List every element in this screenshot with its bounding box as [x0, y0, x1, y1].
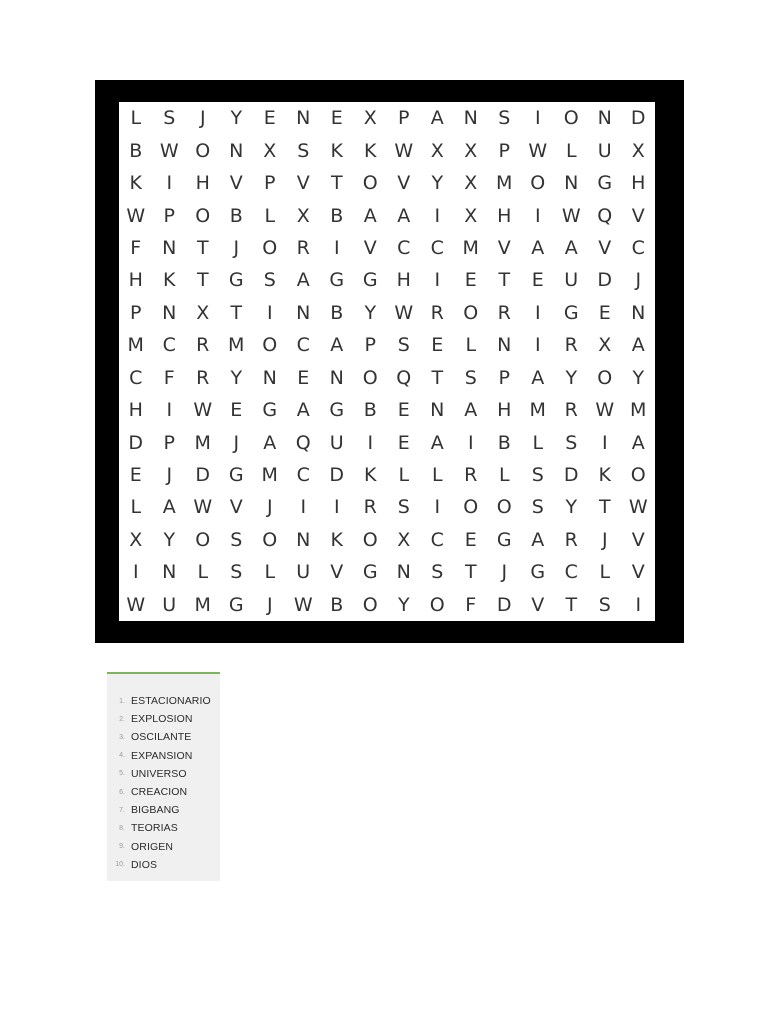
- grid-letter-cell[interactable]: W: [126, 204, 146, 227]
- grid-letter-cell[interactable]: J: [166, 464, 173, 487]
- grid-letter-cell[interactable]: K: [330, 528, 343, 551]
- word-list-item: [107, 728, 220, 746]
- grid-letter-cell[interactable]: O: [362, 172, 378, 195]
- grid-letter-cell[interactable]: S: [431, 561, 444, 584]
- grid-letter-cell[interactable]: B: [330, 593, 344, 616]
- word-list-word: EXPANSION: [131, 749, 193, 762]
- grid-letter-cell[interactable]: M: [261, 464, 278, 487]
- grid-letter-cell[interactable]: X: [464, 172, 478, 195]
- grid-letter-cell[interactable]: L: [565, 139, 577, 162]
- grid-letter-cell[interactable]: F: [163, 366, 175, 389]
- grid-letter-cell[interactable]: M: [496, 172, 513, 195]
- grid-letter-cell[interactable]: L: [431, 464, 443, 487]
- grid-letter-cell[interactable]: Q: [597, 204, 613, 227]
- grid-letter-cell[interactable]: E: [330, 107, 343, 130]
- grid-letter-cell[interactable]: X: [263, 139, 277, 162]
- grid-letter-cell[interactable]: C: [430, 528, 444, 551]
- grid-letter-cell[interactable]: A: [363, 204, 377, 227]
- grid-letter-cell[interactable]: M: [228, 334, 245, 357]
- word-list-item: [107, 856, 220, 874]
- grid-letter-cell[interactable]: C: [430, 236, 444, 259]
- grid-letter-cell[interactable]: S: [531, 464, 544, 487]
- grid-letter-cell[interactable]: H: [128, 269, 143, 292]
- grid-letter-cell[interactable]: M: [194, 593, 211, 616]
- grid-letter-cell[interactable]: O: [195, 139, 211, 162]
- grid-letter-cell[interactable]: A: [531, 528, 545, 551]
- grid-letter-cell[interactable]: Y: [163, 528, 176, 551]
- grid-letter-cell[interactable]: B: [363, 399, 377, 422]
- grid-letter-cell[interactable]: I: [467, 431, 474, 454]
- grid-letter-cell[interactable]: S: [230, 561, 243, 584]
- grid-letter-cell[interactable]: I: [333, 236, 340, 259]
- grid-letter-cell[interactable]: E: [464, 528, 477, 551]
- grid-letter-cell[interactable]: R: [430, 301, 444, 324]
- grid-letter-cell[interactable]: V: [397, 172, 411, 195]
- grid-letter-cell[interactable]: W: [394, 139, 414, 162]
- grid-letter-cell[interactable]: T: [565, 593, 578, 616]
- word-list-number: 8.: [119, 824, 125, 832]
- word-list-number: 1.: [119, 697, 125, 705]
- grid-letter-cell[interactable]: G: [362, 269, 378, 292]
- grid-letter-cell[interactable]: S: [263, 269, 276, 292]
- grid-letter-cell[interactable]: T: [196, 269, 209, 292]
- grid-letter-cell[interactable]: E: [129, 464, 142, 487]
- grid-letter-cell[interactable]: L: [264, 561, 276, 584]
- grid-letter-cell[interactable]: C: [162, 334, 176, 357]
- grid-letter-cell[interactable]: I: [367, 431, 374, 454]
- grid-letter-cell[interactable]: D: [496, 593, 512, 616]
- grid-letter-cell[interactable]: E: [397, 399, 410, 422]
- grid-letter-cell[interactable]: X: [363, 107, 377, 130]
- grid-letter-cell[interactable]: Y: [364, 301, 377, 324]
- grid-letter-cell[interactable]: X: [464, 139, 478, 162]
- grid-letter-cell[interactable]: A: [464, 399, 478, 422]
- grid-letter-cell[interactable]: A: [564, 236, 578, 259]
- grid-letter-cell[interactable]: I: [534, 204, 541, 227]
- grid-letter-cell[interactable]: J: [266, 496, 273, 519]
- grid-letter-cell[interactable]: K: [598, 464, 611, 487]
- grid-letter-cell[interactable]: O: [429, 593, 445, 616]
- grid-letter-cell[interactable]: A: [631, 334, 645, 357]
- grid-letter-cell[interactable]: J: [266, 593, 273, 616]
- grid-letter-cell[interactable]: C: [129, 366, 143, 389]
- grid-letter-cell[interactable]: V: [497, 236, 511, 259]
- grid-letter-cell[interactable]: O: [362, 593, 378, 616]
- grid-letter-cell[interactable]: G: [597, 172, 613, 195]
- grid-letter-cell[interactable]: O: [496, 496, 512, 519]
- grid-letter-cell[interactable]: A: [430, 431, 444, 454]
- grid-letter-cell[interactable]: C: [631, 236, 645, 259]
- grid-letter-cell[interactable]: M: [529, 399, 546, 422]
- grid-letter-cell[interactable]: A: [531, 236, 545, 259]
- grid-letter-cell[interactable]: J: [635, 269, 642, 292]
- grid-letter-cell[interactable]: Y: [565, 366, 578, 389]
- grid-letter-cell[interactable]: M: [630, 399, 647, 422]
- grid-letter-cell[interactable]: S: [531, 496, 544, 519]
- grid-letter-cell[interactable]: E: [598, 301, 611, 324]
- grid-letter-cell[interactable]: C: [397, 236, 411, 259]
- grid-letter-cell[interactable]: O: [630, 464, 646, 487]
- grid-letter-cell[interactable]: H: [497, 204, 512, 227]
- grid-letter-cell[interactable]: U: [329, 431, 344, 454]
- grid-letter-cell[interactable]: N: [597, 107, 612, 130]
- grid-letter-cell[interactable]: H: [128, 399, 143, 422]
- grid-letter-cell[interactable]: I: [434, 496, 441, 519]
- grid-letter-cell[interactable]: N: [296, 107, 311, 130]
- grid-letter-cell[interactable]: H: [631, 172, 646, 195]
- grid-letter-cell[interactable]: I: [166, 172, 173, 195]
- grid-letter-cell[interactable]: P: [498, 366, 510, 389]
- grid-letter-cell[interactable]: K: [129, 172, 142, 195]
- grid-letter-cell[interactable]: N: [162, 561, 177, 584]
- grid-letter-cell[interactable]: G: [228, 269, 244, 292]
- grid-letter-cell[interactable]: P: [130, 301, 142, 324]
- grid-letter-cell[interactable]: D: [329, 464, 345, 487]
- grid-letter-cell[interactable]: L: [599, 561, 611, 584]
- grid-letter-cell[interactable]: N: [162, 236, 177, 259]
- word-list-word: EXPLOSION: [131, 713, 193, 726]
- grid-letter-cell[interactable]: R: [296, 236, 310, 259]
- grid-letter-cell[interactable]: S: [565, 431, 578, 454]
- grid-letter-cell[interactable]: J: [199, 107, 206, 130]
- grid-letter-cell[interactable]: N: [631, 301, 646, 324]
- grid-letter-cell[interactable]: O: [195, 528, 211, 551]
- grid-letter-cell[interactable]: W: [595, 399, 615, 422]
- grid-letter-cell[interactable]: V: [598, 236, 612, 259]
- grid-letter-cell[interactable]: A: [330, 334, 344, 357]
- grid-letter-cell[interactable]: L: [130, 496, 142, 519]
- grid-letter-cell[interactable]: G: [563, 301, 579, 324]
- grid-letter-cell[interactable]: W: [394, 301, 414, 324]
- grid-letter-cell[interactable]: V: [229, 496, 243, 519]
- grid-letter-cell[interactable]: B: [129, 139, 143, 162]
- grid-letter-cell[interactable]: N: [296, 528, 311, 551]
- grid-letter-cell[interactable]: Y: [230, 107, 243, 130]
- grid-letter-cell[interactable]: W: [628, 496, 648, 519]
- grid-letter-cell[interactable]: C: [296, 464, 310, 487]
- grid-letter-cell[interactable]: E: [397, 431, 410, 454]
- grid-letter-cell[interactable]: A: [296, 399, 310, 422]
- grid-letter-cell[interactable]: R: [564, 528, 578, 551]
- grid-letter-cell[interactable]: Y: [632, 366, 645, 389]
- word-list-item: [107, 819, 220, 837]
- grid-letter-cell[interactable]: L: [532, 431, 544, 454]
- grid-letter-cell[interactable]: S: [498, 107, 511, 130]
- grid-letter-cell[interactable]: I: [132, 561, 139, 584]
- grid-letter-cell[interactable]: D: [195, 464, 211, 487]
- word-list-item: [107, 692, 220, 710]
- grid-letter-cell[interactable]: P: [364, 334, 376, 357]
- grid-letter-cell[interactable]: X: [631, 139, 645, 162]
- grid-letter-cell[interactable]: O: [597, 366, 613, 389]
- grid-letter-cell[interactable]: P: [398, 107, 410, 130]
- grid-letter-cell[interactable]: G: [530, 561, 546, 584]
- word-list-word: ESTACIONARIO: [131, 695, 211, 708]
- grid-letter-cell[interactable]: O: [530, 172, 546, 195]
- grid-letter-cell[interactable]: N: [262, 366, 277, 389]
- grid-letter-cell[interactable]: H: [195, 172, 210, 195]
- grid-letter-cell[interactable]: R: [196, 366, 210, 389]
- word-list-word: ORIGEN: [131, 840, 174, 853]
- grid-letter-cell[interactable]: W: [561, 204, 581, 227]
- grid-letter-cell[interactable]: S: [397, 496, 410, 519]
- word-list-item: [107, 838, 220, 856]
- grid-letter-cell[interactable]: E: [464, 269, 477, 292]
- grid-letter-cell[interactable]: O: [563, 107, 579, 130]
- grid-letter-cell[interactable]: L: [465, 334, 477, 357]
- word-list-number: 2.: [119, 715, 125, 723]
- grid-letter-cell[interactable]: G: [228, 593, 244, 616]
- grid-letter-cell[interactable]: R: [564, 334, 578, 357]
- grid-letter-cell[interactable]: E: [263, 107, 276, 130]
- grid-letter-cell[interactable]: Y: [230, 366, 243, 389]
- grid-letter-cell[interactable]: P: [264, 172, 276, 195]
- word-list-word: UNIVERSO: [131, 767, 187, 780]
- grid-letter-cell[interactable]: J: [233, 236, 240, 259]
- grid-letter-cell[interactable]: G: [329, 399, 345, 422]
- word-list-number: 3.: [119, 733, 125, 741]
- grid-letter-cell[interactable]: N: [229, 139, 244, 162]
- grid-letter-cell[interactable]: R: [564, 399, 578, 422]
- grid-letter-cell[interactable]: V: [296, 172, 310, 195]
- grid-letter-cell[interactable]: W: [126, 593, 146, 616]
- grid-letter-cell[interactable]: K: [330, 139, 343, 162]
- grid-letter-cell[interactable]: T: [464, 561, 477, 584]
- grid-letter-cell[interactable]: I: [434, 204, 441, 227]
- word-list-word: BIGBANG: [131, 804, 180, 817]
- grid-letter-cell[interactable]: J: [233, 431, 240, 454]
- grid-letter-cell[interactable]: A: [296, 269, 310, 292]
- grid-letter-cell[interactable]: U: [597, 139, 612, 162]
- grid-letter-cell[interactable]: P: [163, 431, 175, 454]
- grid-letter-cell[interactable]: X: [430, 139, 444, 162]
- word-list-item: [107, 710, 220, 728]
- grid-letter-cell[interactable]: R: [497, 301, 511, 324]
- grid-letter-cell[interactable]: K: [364, 139, 377, 162]
- grid-letter-cell[interactable]: T: [196, 236, 209, 259]
- grid-letter-cell[interactable]: A: [531, 366, 545, 389]
- word-list: [107, 692, 220, 874]
- grid-letter-cell[interactable]: X: [464, 204, 478, 227]
- grid-letter-cell[interactable]: B: [330, 204, 344, 227]
- grid-letter-cell[interactable]: R: [196, 334, 210, 357]
- grid-letter-cell[interactable]: N: [430, 399, 445, 422]
- grid-letter-cell[interactable]: I: [601, 431, 608, 454]
- grid-letter-cell[interactable]: M: [127, 334, 144, 357]
- grid-letter-cell[interactable]: P: [498, 139, 510, 162]
- word-list-number: 10.: [115, 861, 125, 869]
- grid-letter-cell[interactable]: K: [364, 464, 377, 487]
- grid-letter-cell[interactable]: B: [330, 301, 344, 324]
- grid-letter-cell[interactable]: W: [193, 399, 213, 422]
- grid-letter-cell[interactable]: N: [296, 301, 311, 324]
- word-search-frame: [95, 80, 684, 643]
- grid-letter-cell[interactable]: T: [431, 366, 444, 389]
- grid-letter-cell[interactable]: A: [162, 496, 176, 519]
- word-list-number: 4.: [119, 752, 125, 760]
- word-list-panel: [107, 672, 220, 881]
- grid-letter-cell[interactable]: O: [262, 236, 278, 259]
- grid-letter-cell[interactable]: E: [531, 269, 544, 292]
- grid-letter-cell[interactable]: L: [197, 561, 209, 584]
- grid-letter-cell[interactable]: S: [163, 107, 176, 130]
- word-list-item: [107, 801, 220, 819]
- grid-letter-cell[interactable]: O: [262, 528, 278, 551]
- grid-letter-cell[interactable]: N: [497, 334, 512, 357]
- grid-letter-cell[interactable]: W: [293, 593, 313, 616]
- grid-letter-cell[interactable]: I: [166, 399, 173, 422]
- grid-letter-cell[interactable]: T: [230, 301, 243, 324]
- grid-letter-cell[interactable]: N: [463, 107, 478, 130]
- grid-letter-cell[interactable]: J: [601, 528, 608, 551]
- word-list-number: 5.: [119, 770, 125, 778]
- grid-letter-cell[interactable]: A: [631, 431, 645, 454]
- grid-letter-cell[interactable]: C: [296, 334, 310, 357]
- word-list-item: [107, 783, 220, 801]
- grid-letter-cell[interactable]: I: [434, 269, 441, 292]
- grid-letter-cell[interactable]: F: [130, 236, 142, 259]
- grid-letter-cell[interactable]: N: [396, 561, 411, 584]
- word-list-number: 6.: [119, 788, 125, 796]
- grid-letter-cell[interactable]: O: [262, 334, 278, 357]
- grid-letter-cell[interactable]: A: [263, 431, 277, 454]
- grid-letter-cell[interactable]: D: [563, 464, 579, 487]
- grid-letter-cell[interactable]: J: [501, 561, 508, 584]
- grid-letter-cell[interactable]: T: [598, 496, 611, 519]
- grid-letter-cell[interactable]: Y: [397, 593, 410, 616]
- grid-letter-cell[interactable]: Y: [431, 172, 444, 195]
- grid-letter-cell[interactable]: W: [528, 139, 548, 162]
- grid-letter-cell[interactable]: P: [163, 204, 175, 227]
- grid-letter-cell[interactable]: N: [329, 366, 344, 389]
- grid-letter-cell[interactable]: H: [497, 399, 512, 422]
- grid-letter-cell[interactable]: Y: [565, 496, 578, 519]
- grid-letter-cell[interactable]: D: [630, 107, 646, 130]
- grid-letter-cell[interactable]: B: [229, 204, 243, 227]
- word-list-word: CREACION: [131, 786, 188, 799]
- grid-letter-cell[interactable]: G: [329, 269, 345, 292]
- grid-letter-cell[interactable]: S: [598, 593, 611, 616]
- grid-letter-cell[interactable]: E: [297, 366, 310, 389]
- grid-letter-cell[interactable]: O: [463, 496, 479, 519]
- grid-letter-cell[interactable]: S: [297, 139, 310, 162]
- grid-letter-cell[interactable]: I: [300, 496, 307, 519]
- grid-letter-cell[interactable]: E: [230, 399, 243, 422]
- grid-letter-cell[interactable]: G: [228, 464, 244, 487]
- grid-letter-cell[interactable]: X: [397, 528, 411, 551]
- grid-letter-cell[interactable]: U: [162, 593, 177, 616]
- grid-letter-cell[interactable]: V: [229, 172, 243, 195]
- grid-letter-cell[interactable]: L: [498, 464, 510, 487]
- grid-letter-cell[interactable]: O: [362, 366, 378, 389]
- word-list-number: 9.: [119, 843, 125, 851]
- grid-letter-cell[interactable]: O: [195, 204, 211, 227]
- grid-letter-cell[interactable]: V: [631, 528, 645, 551]
- word-list-item: [107, 765, 220, 783]
- grid-letter-cell[interactable]: F: [465, 593, 477, 616]
- grid-letter-cell[interactable]: T: [330, 172, 343, 195]
- grid-letter-cell[interactable]: R: [464, 464, 478, 487]
- grid-letter-cell[interactable]: X: [296, 204, 310, 227]
- grid-letter-cell[interactable]: L: [398, 464, 410, 487]
- word-list-word: DIOS: [131, 858, 158, 871]
- grid-letter-cell[interactable]: S: [464, 366, 477, 389]
- grid-letter-cell[interactable]: H: [396, 269, 411, 292]
- grid-letter-cell[interactable]: O: [463, 301, 479, 324]
- grid-letter-cell[interactable]: I: [635, 593, 642, 616]
- grid-letter-cell[interactable]: U: [296, 561, 311, 584]
- grid-letter-cell[interactable]: U: [564, 269, 579, 292]
- word-search-grid: [119, 102, 655, 621]
- grid-letter-cell[interactable]: K: [163, 269, 176, 292]
- grid-letter-cell[interactable]: V: [531, 593, 545, 616]
- grid-letter-cell[interactable]: Q: [295, 431, 311, 454]
- grid-letter-cell[interactable]: G: [262, 399, 278, 422]
- grid-letter-cell[interactable]: V: [330, 561, 344, 584]
- grid-letter-cell[interactable]: G: [496, 528, 512, 551]
- grid-letter-cell[interactable]: W: [193, 496, 213, 519]
- grid-letter-cell[interactable]: V: [631, 204, 645, 227]
- grid-letter-cell[interactable]: X: [129, 528, 143, 551]
- grid-letter-cell[interactable]: I: [534, 107, 541, 130]
- grid-letter-cell[interactable]: D: [128, 431, 144, 454]
- grid-letter-cell[interactable]: N: [162, 301, 177, 324]
- grid-letter-cell[interactable]: T: [498, 269, 511, 292]
- grid-letter-cell[interactable]: B: [497, 431, 511, 454]
- grid-letter-cell[interactable]: G: [362, 561, 378, 584]
- grid-letter-cell[interactable]: S: [230, 528, 243, 551]
- grid-letter-cell[interactable]: V: [631, 561, 645, 584]
- grid-letter-cell[interactable]: I: [266, 301, 273, 324]
- grid-letter-cell[interactable]: I: [534, 334, 541, 357]
- grid-letter-cell[interactable]: A: [430, 107, 444, 130]
- grid-letter-cell[interactable]: Q: [396, 366, 412, 389]
- grid-letter-cell[interactable]: I: [534, 301, 541, 324]
- grid-letter-cell[interactable]: D: [597, 269, 613, 292]
- grid-letter-cell[interactable]: C: [564, 561, 578, 584]
- grid-letter-cell[interactable]: S: [397, 334, 410, 357]
- grid-letter-cell[interactable]: X: [196, 301, 210, 324]
- word-list-number: 7.: [119, 806, 125, 814]
- word-list-word: OSCILANTE: [131, 731, 192, 744]
- grid-letter-cell[interactable]: R: [363, 496, 377, 519]
- grid-letter-cell[interactable]: L: [264, 204, 276, 227]
- grid-letter-cell[interactable]: N: [564, 172, 579, 195]
- word-list-item: [107, 747, 220, 765]
- grid-letter-cell[interactable]: V: [363, 236, 377, 259]
- word-list-word: TEORIAS: [131, 822, 178, 835]
- grid-letter-cell[interactable]: L: [130, 107, 142, 130]
- grid-letter-cell[interactable]: O: [362, 528, 378, 551]
- grid-letter-cell[interactable]: M: [194, 431, 211, 454]
- grid-letter-cell[interactable]: I: [333, 496, 340, 519]
- grid-letter-cell[interactable]: W: [159, 139, 179, 162]
- grid-letter-cell[interactable]: E: [431, 334, 444, 357]
- grid-letter-cell[interactable]: A: [397, 204, 411, 227]
- grid-letter-cell[interactable]: M: [462, 236, 479, 259]
- grid-letter-cell[interactable]: X: [598, 334, 612, 357]
